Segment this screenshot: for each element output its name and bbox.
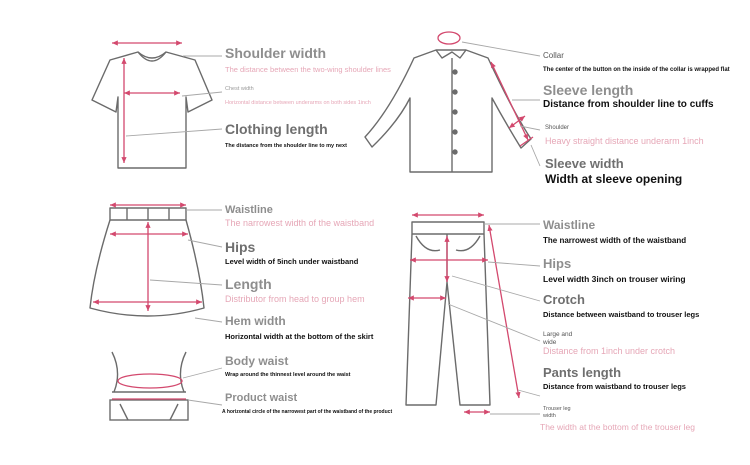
trousers-leg-desc: The width at the bottom of the trouser leg [540, 422, 695, 432]
body-torso-icon [110, 352, 188, 420]
trousers-waist-desc: The narrowest width of the waistband [543, 236, 687, 245]
skirt-hem-title: Hem width [225, 314, 286, 328]
shirt-sleeve-length-desc: Distance from shoulder line to cuffs [543, 99, 714, 110]
trousers-length-desc: Distance from waistband to trouser legs [543, 382, 686, 391]
tshirt-shoulder-title: Shoulder width [225, 45, 327, 61]
product-waist-desc: A horizontal circle of the narrowest part of the waistband of the product [222, 409, 393, 415]
tshirt-chest-desc: Horizontal distance between underarms on both sides 1inch [225, 100, 371, 106]
trousers-leg-title: Trouser leg width [543, 406, 571, 419]
shirt-shoulder-small: Shoulder [545, 125, 570, 131]
skirt-length-title: Length [225, 276, 272, 292]
shirt-leaders [462, 42, 540, 166]
body-leaders [183, 368, 222, 405]
body-waist-title: Body waist [225, 354, 289, 368]
trousers-thigh-desc: Distance from 1inch under crotch [543, 346, 676, 356]
skirt-waist-desc: The narrowest width of the waistband [225, 218, 375, 228]
skirt-length-desc: Distributor from head to group hem [225, 294, 365, 304]
trousers-thigh-title: Large and wide [543, 331, 573, 346]
trousers-crotch-desc: Distance between waistband to trouser legs [543, 310, 700, 319]
shirt-sleeve-width-title: Sleeve width [545, 156, 624, 171]
trousers-hips-title: Hips [543, 256, 572, 271]
shirt-collar-desc: The center of the button on the inside of the collar is wrapped flat [543, 67, 730, 73]
tshirt-chest-title: Chest width [225, 86, 254, 92]
tshirt-shoulder-desc: The distance between the two-wing shoulder lines [225, 65, 391, 74]
tshirt-icon [92, 52, 212, 168]
shirt-underarm-desc: Heavy straight distance underarm 1inch [545, 136, 704, 146]
shirt-sleeve-width-desc: Width at sleeve opening [545, 172, 683, 186]
skirt-hem-desc: Horizontal width at the bottom of the skirt [225, 332, 374, 341]
trousers-icon [406, 222, 490, 405]
skirt-leaders [150, 210, 222, 322]
skirt-hips-title: Hips [225, 239, 256, 255]
trousers-crotch-title: Crotch [543, 292, 585, 307]
trousers-measures [408, 215, 519, 412]
product-waist-title: Product waist [225, 392, 298, 404]
trousers-waist-title: Waistline [543, 218, 596, 232]
tshirt-length-desc: The distance from the shoulder line to my next [225, 143, 347, 149]
body-waist-measures [112, 374, 186, 399]
tshirt-leaders [126, 56, 222, 136]
trousers-length-title: Pants length [543, 365, 622, 380]
skirt-hips-desc: Level width of 5inch under waistband [225, 257, 359, 266]
body-waist-desc: Wrap around the thinnest level around the waist [225, 372, 351, 378]
shirt-collar-measure [438, 32, 460, 44]
tshirt-length-title: Clothing length [225, 121, 328, 137]
skirt-icon [90, 208, 204, 316]
shirt-collar-title: Collar [543, 51, 564, 60]
skirt-waist-title: Waistline [225, 204, 273, 216]
trousers-hips-desc: Level width 3inch on trouser wiring [543, 274, 686, 284]
shirt-sleeve-length-title: Sleeve length [543, 82, 634, 98]
